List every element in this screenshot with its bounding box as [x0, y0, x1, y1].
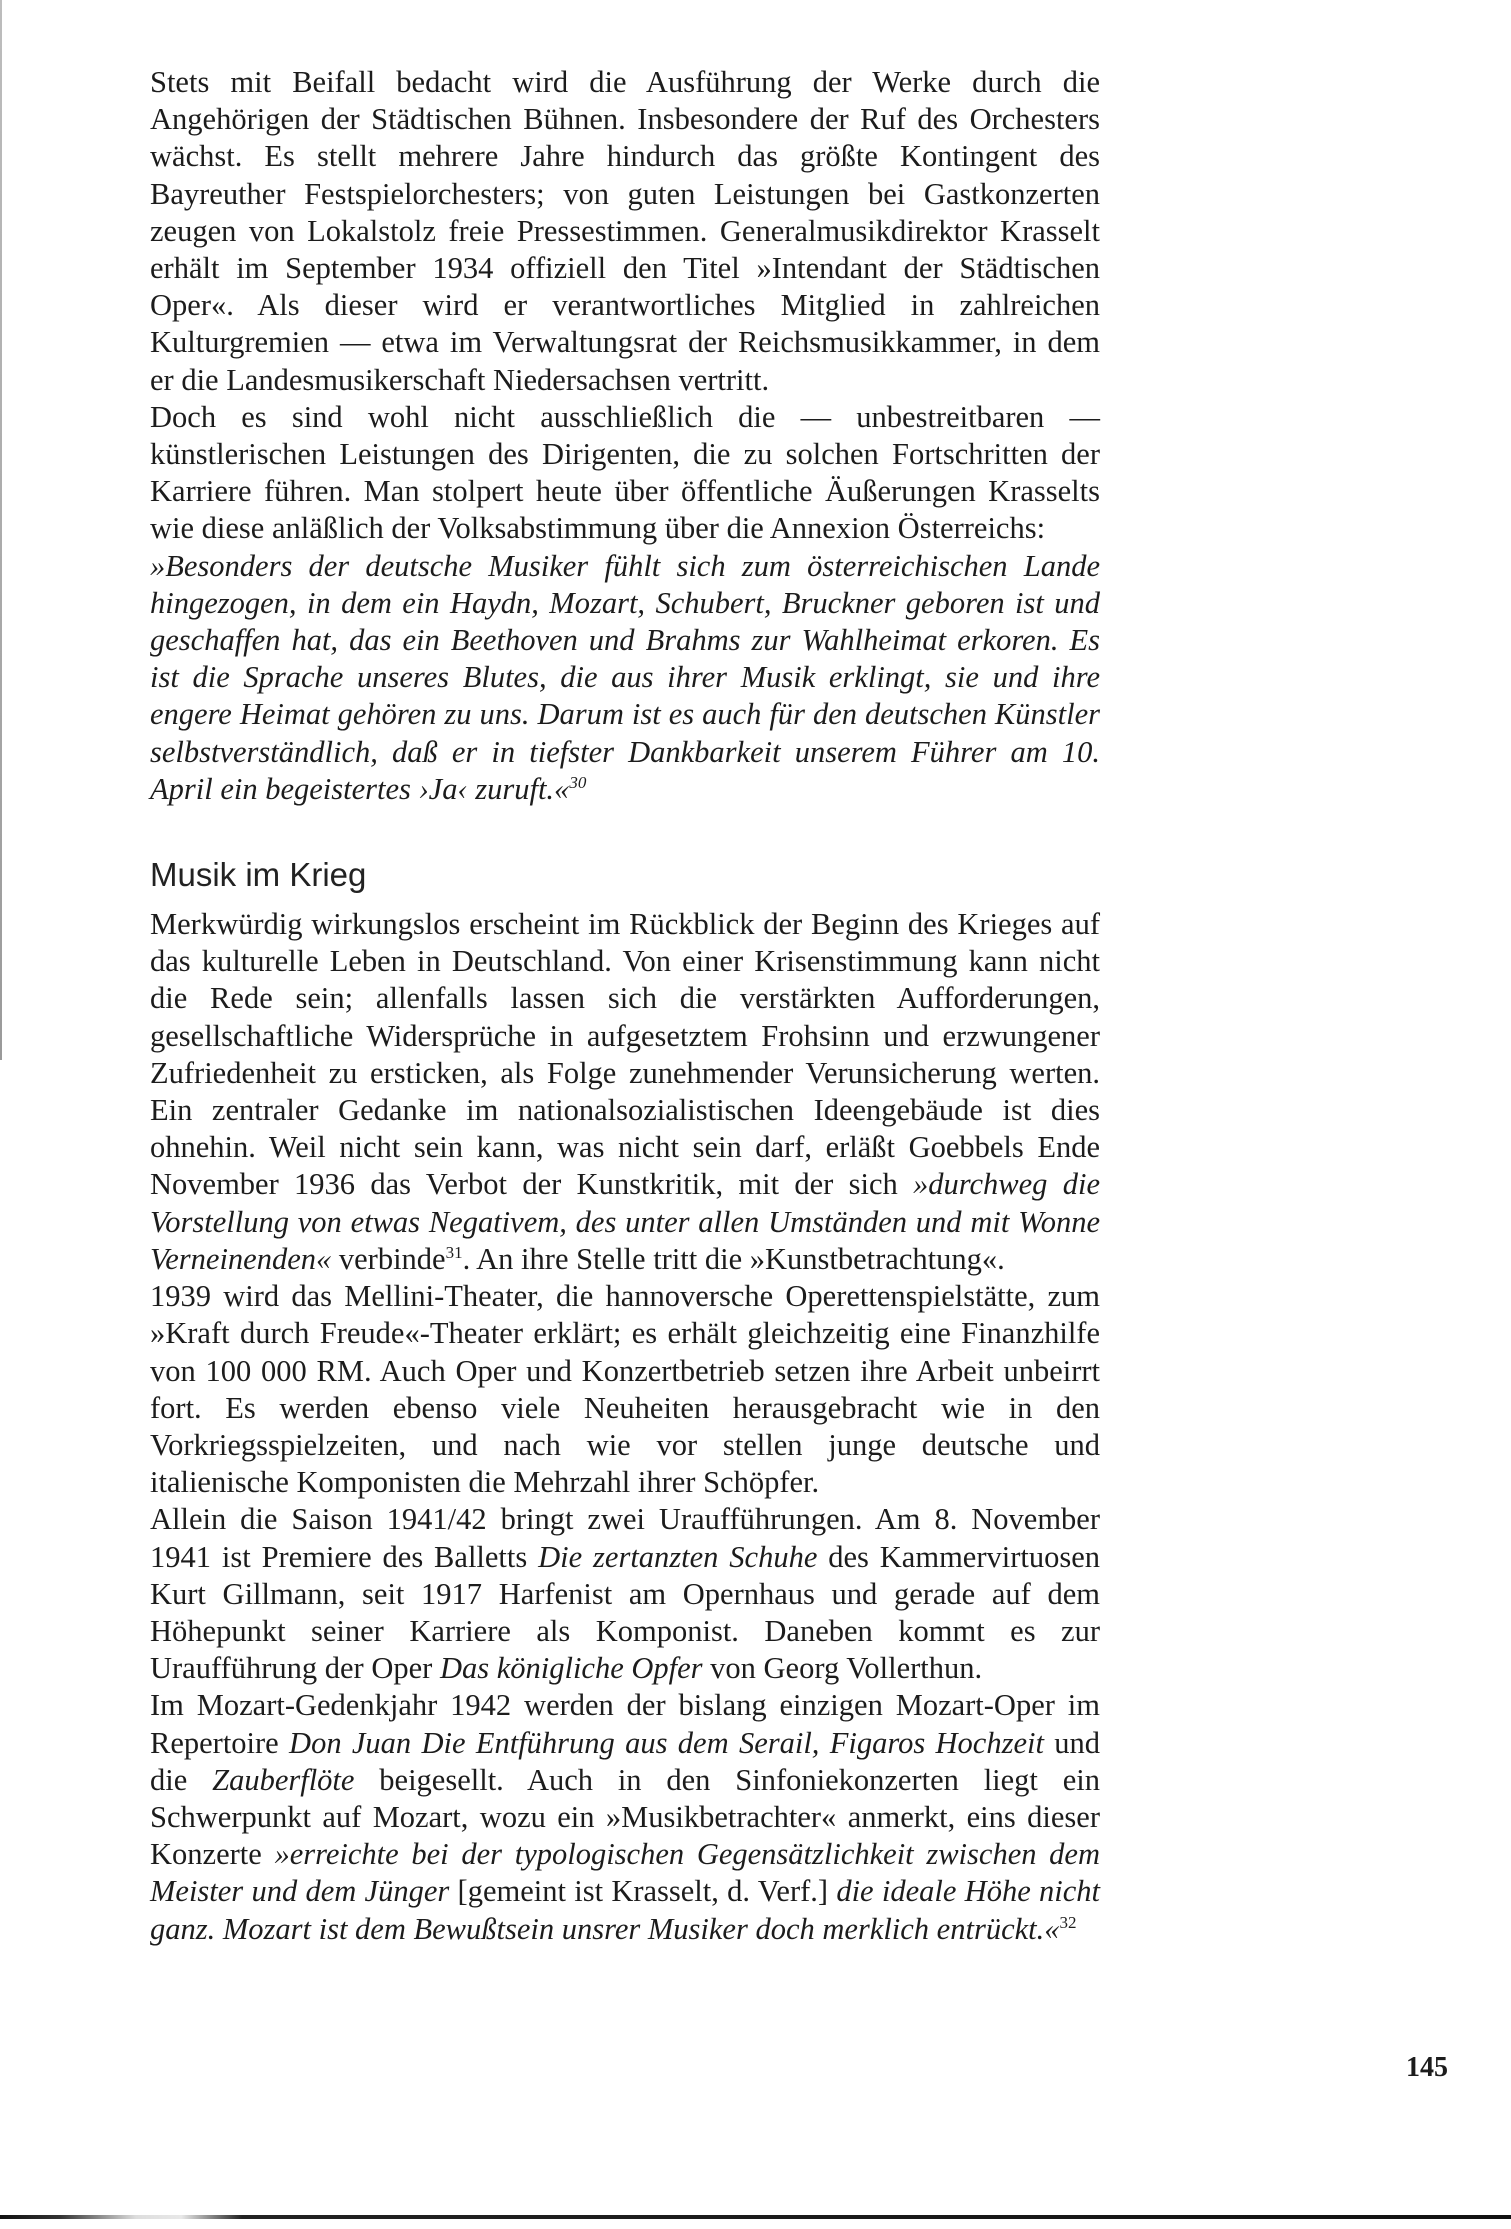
paragraph-mozart-quote-1: »erreichte bei der typologischen Gegensätzlichkeit zwischen dem Meister und dem Jünger: [150, 1837, 1100, 1909]
paragraph-karriere: Doch es sind wohl nicht ausschließlich die — unbestreitbaren — künstlerischen Leistungen des Dirigenten, die zu solchen Fortschritten der Karriere führen. Man stolpert heute über öffentliche Äußerungen Krasselts wie diese anläßlich der Volksabstimmung über die Annexion Österreichs:: [150, 399, 1100, 546]
footnote-marker-32: 32: [1059, 1912, 1077, 1932]
paragraph-mozart-quote-2: die ideale Höhe nicht ganz. Mozart ist dem Bewußtsein unsrer Musiker doch merklich entrückt.«: [150, 1874, 1100, 1946]
paragraph-saison: [150, 1501, 1100, 1687]
paragraph-krieg-text-3: . An ihre Stelle tritt die »Kunstbetrachtung«.: [462, 1241, 1005, 1276]
paragraph-krieg-text-1: Merkwürdig wirkungslos erscheint im Rückblick der Beginn des Krieges auf das kulturelle Leben in Deutschland. Von einer Krisenstimmung kann nicht die Rede sein; allenfalls lassen sich die verstärkten Aufforderungen, gesellschaftliche Widersprüche in aufgesetztem Frohsinn und erzwungener Zufriedenheit zu ersticken, als Folge zunehmender Verunsicherung werten. Ein zentraler Gedanke im nationalsozialistischen Ideengebäude ist dies ohnehin. Weil nicht sein kann, was nicht sein darf, erläßt Goebbels Ende November 1936 das Verbot der Kunstkritik, mit der sich: [150, 907, 1100, 1202]
work-title-zauberfloete: Zauberflöte: [212, 1762, 355, 1797]
page-number: 145: [1406, 2052, 1448, 2083]
page-body: [150, 64, 1100, 1948]
paragraph-mozart-text-1: Im Mozart-Gedenkjahr 1942 werden der bislang einzigen Mozart-Oper im Repertoire: [150, 1688, 1100, 1760]
quote-krasselt-text: »Besonders der deutsche Musiker fühlt sich zum österreichischen Lande hingezogen, in dem ein Haydn, Mozart, Schubert, Bruckner geboren ist und geschaffen hat, das ein Beethoven und Brahms zur Wahlheimat erkoren. Es ist die Sprache unseres Blutes, die aus ihrer Musik erklingt, sie und ihre engere Heimat gehören zu uns. Darum ist es auch für den deutschen Künstler selbstverständlich, daß er in tiefster Dankbarkeit unserem Führer am 10. April ein begeistertes ›Ja‹ zuruft.«: [150, 548, 1100, 806]
scan-edge-shadow: [0, 0, 2, 1060]
paragraph-krieg-text-2: verbinde: [331, 1241, 446, 1276]
section-heading: Musik im Krieg: [150, 856, 367, 894]
paragraph-mozart: [150, 1687, 1100, 1947]
work-title-koenigliche-opfer: Das königliche Opfer: [439, 1651, 703, 1686]
paragraph-1939: 1939 wird das Mellini-Theater, die hannoversche Operettenspielstätte, zum »Kraft durch Freude«-Theater erklärt; es erhält gleichzeitig eine Finanzhilfe von 100 000 RM. Auch Oper und Konzertbetrieb setzen ihre Arbeit unbeirrt fort. Es werden ebenso viele Neuheiten herausgebracht wie in den Vorkriegsspielzeiten, und nach wie vor stellen junge deutsche und italienische Komponisten die Mehrzahl ihrer Schöpfer.: [150, 1279, 1100, 1500]
paragraph-mozart-text-2: und die: [150, 1725, 1101, 1797]
paragraph-krieg: [150, 906, 1100, 1278]
paragraph-mozart-insert: [gemeint ist Krasselt, d. Verf.]: [449, 1874, 837, 1909]
paragraph-saison-text-2: des Kammervirtuosen Kurt Gillmann, seit 1917 Harfenist am Opernhaus und gerade auf dem Höhepunkt seiner Karriere als Komponist. Daneben kommt es zur Uraufführung der Oper: [150, 1539, 1100, 1686]
quote-krasselt: [150, 548, 1100, 808]
paragraph-orchester: Stets mit Beifall bedacht wird die Ausführung der Werke durch die Angehörigen der Städtischen Bühnen. Insbesondere der Ruf des Orchesters wächst. Es stellt mehrere Jahre hindurch das größte Kontingent des Bayreuther Festspielorchesters; von guten Leistungen bei Gastkonzerten zeugen von Lokalstolz freie Pressestimmen. Generalmusikdirektor Krasselt erhält im September 1934 offiziell den Titel »Intendant der Städtischen Oper«. Als dieser wird er verantwortliches Mitglied in zahlreichen Kulturgremien — etwa im Verwaltungsrat der Reichsmusikkammer, in dem er die Landesmusikerschaft Niedersachsen vertritt.: [150, 65, 1100, 397]
work-titles-mozart-operas: Don Juan Die Entführung aus dem Serail, Figaros Hochzeit: [289, 1725, 1044, 1760]
paragraph-saison-text-3: von Georg Vollerthun.: [702, 1651, 983, 1686]
footer-rule: [0, 2215, 1511, 2219]
footnote-marker-31: 31: [445, 1242, 463, 1262]
paragraph-krieg-quote: »durchweg die Vorstellung von etwas Negativem, des unter allen Umständen und mit Wonne Verneinenden«: [150, 1167, 1100, 1276]
work-title-zertanzten-schuhe: Die zertanzten Schuhe: [538, 1539, 818, 1574]
footnote-marker-30: 30: [569, 772, 587, 792]
paragraph-mozart-text-3: beigesellt. Auch in den Sinfoniekonzerten liegt ein Schwerpunkt auf Mozart, wozu ein »Musikbetrachter« anmerkt, eins dieser Konzerte: [150, 1762, 1101, 1872]
paragraph-saison-text-1: Allein die Saison 1941/42 bringt zwei Uraufführungen. Am 8. November 1941 ist Premiere des Balletts: [150, 1502, 1100, 1574]
